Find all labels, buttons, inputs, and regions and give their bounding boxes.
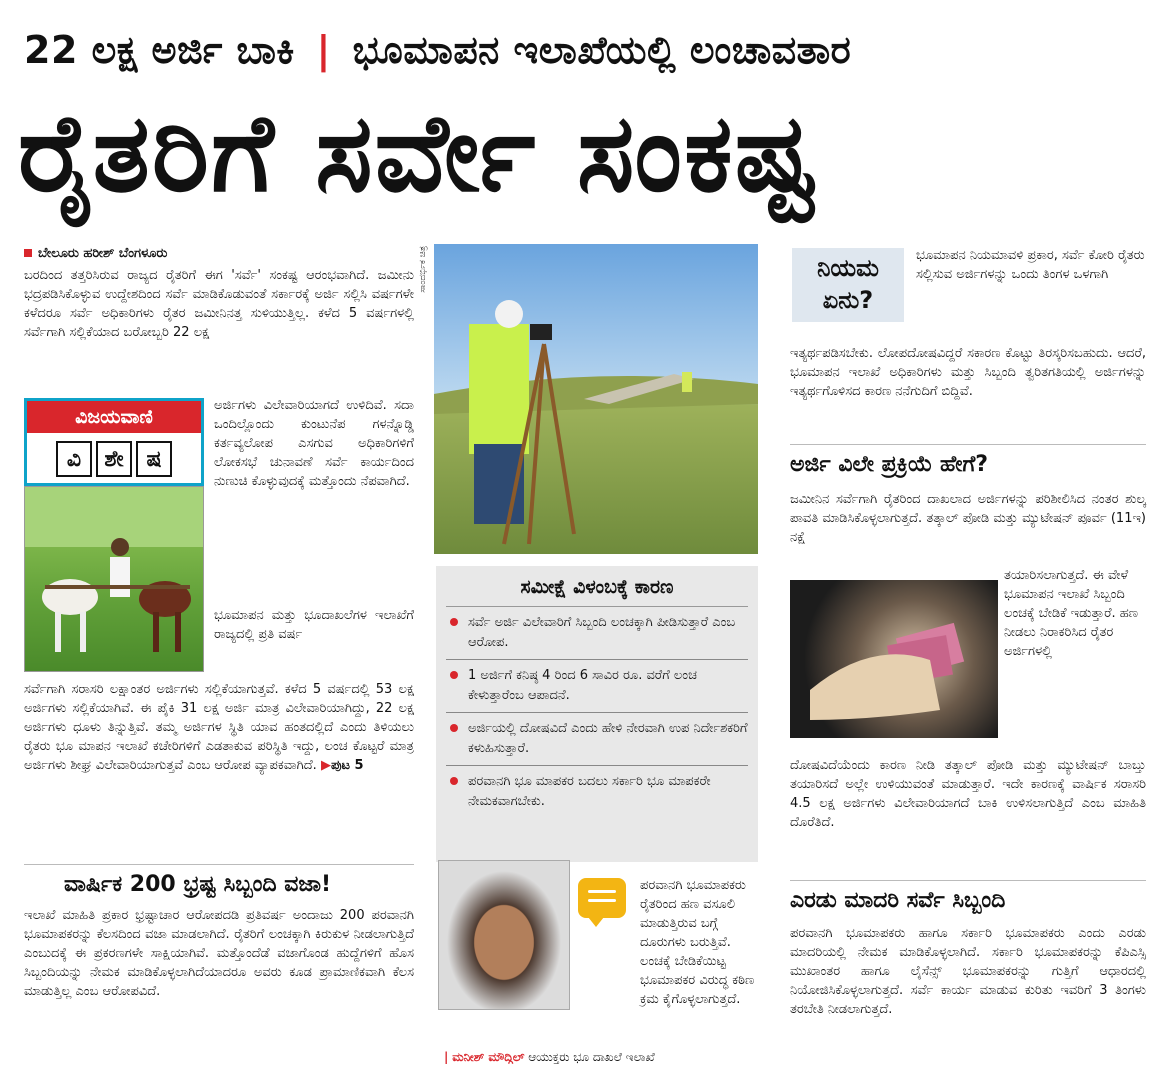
dot-bullet-icon — [450, 777, 458, 785]
brand-letter: ವಿ — [56, 441, 92, 477]
divider — [24, 864, 414, 865]
brand-letters — [27, 441, 201, 477]
dot-bullet-icon — [450, 618, 458, 626]
suspend-body: ಇಲಾಖೆ ಮಾಹಿತಿ ಪ್ರಕಾರ ಭ್ರಷ್ಟಾಚಾರ ಆರೋಪದಡಿ ಪ್ರತಿವರ್ಷ ಅಂದಾಜು 200 ಪರವಾನಗಿ ಭೂಮಾಪಕರನ್ನು ಕೆಲಸದಿಂದ ವಜಾ ಮಾಡಲಾಗಿದೆ. ರೈತರಿಗೆ ಲಂಚಕ್ಕಾಗಿ ಕಿರುಕುಳ ನೀಡಲಾಗುತ್ತಿದೆ ಎಂಬುದಕ್ಕೆ ಈ ಪ್ರಕರಣಗಳೇ ಸಾಕ್ಷಿಯಾಗಿವೆ. ಮತ್ತೊಂದೆಡೆ ವಜಾಗೊಂಡ ಹುದ್ದೆಗಳಿಗೆ ಹೊಸ ಸಿಬ್ಬಂದಿಯನ್ನು ನೇಮಕ ಮಾಡಿಕೊಳ್ಳಲಾಗಿದೆಯಾದರೂ ಅವರು ಕೂಡ ಪ್ರಾಮಾಣಿಕವಾಗಿ ಕೆಲಸ ಮಾಡುತ್ತಿಲ್ಲ ಎಂಬ ಆರೋಪವಿದೆ. — [24, 908, 414, 999]
quote-bubble-icon — [578, 878, 626, 918]
list-item: ಸರ್ವೆ ಅರ್ಜಿ ವಿಲೇವಾರಿಗೆ ಸಿಬ್ಬಂದಿ ಲಂಚಕ್ಕಾಗಿ ಪೀಡಿಸುತ್ತಾರೆ ಎಂಬ ಆರೋಪ. — [446, 607, 748, 660]
kicker-separator: | — [316, 28, 331, 72]
brand-name: ವಿಜಯವಾಣಿ — [27, 401, 201, 433]
kicker-left: 22 ಲಕ್ಷ ಅರ್ಜಿ ಬಾಕಿ — [24, 28, 295, 72]
list-item: 1 ಅರ್ಜಿಗೆ ಕನಿಷ್ಠ 4 ರಿಂದ 6 ಸಾವಿರ ರೂ. ವರೆಗೆ ಲಂಚ ಕೇಳುತ್ತಾರೆಂಬ ಆಪಾದನೆ. — [446, 660, 748, 713]
suspend-heading: ವಾರ್ಷಿಕ 200 ಭ್ರಷ್ಟ ಸಿಬ್ಬಂದಿ ವಜಾ! — [64, 872, 331, 897]
square-bullet-icon — [24, 249, 32, 257]
headline: ರೈತರಿಗೆ ಸರ್ವೇ ಸಂಕಷ್ಟ — [18, 91, 818, 216]
survey-photo — [434, 244, 758, 554]
quote-name: ಮನೀಶ್ ಮೌದ್ಗಿಲ್ — [452, 1050, 525, 1064]
main-paragraph-1: ಬರದಿಂದ ತತ್ತರಿಸಿರುವ ರಾಜ್ಯದ ರೈತರಿಗೆ ಈಗ 'ಸರ್ವೆ' ಸಂಕಷ್ಟ ಆರಂಭವಾಗಿದೆ. ಜಮೀನು ಭದ್ರಪಡಿಸಿಕೊಳ್ಳುವ ಉದ್ದೇಶದಿಂದ ಸರ್ವೆ ಮಾಡಿಕೊಡುವಂತೆ ಸರ್ಕಾರಕ್ಕೆ ಅರ್ಜಿ ಸಲ್ಲಿಸಿ ವರ್ಷಗಳೇ ಕಳೆದರೂ ಸರ್ವೆ ಅಧಿಕಾರಿಗಳು ರೈತರ ಜಮೀನಿನತ್ತ ಸುಳಿಯುತ್ತಿಲ್ಲ. ಕಳೆದ 5 ವರ್ಷಗಳಲ್ಲಿ ಸರ್ವೆಗಾಗಿ ಸಲ್ಲಿಕೆಯಾದ ಬರೋಬ್ಬರಿ 22 ಲಕ್ಷ — [24, 268, 414, 340]
dot-bullet-icon — [450, 724, 458, 732]
brand-badge — [24, 398, 204, 486]
main-paragraph-3b: ಸರ್ವೆಗಾಗಿ ಸರಾಸರಿ ಲಕ್ಷಾಂತರ ಅರ್ಜಿಗಳು ಸಲ್ಲಿಕೆಯಾಗುತ್ತವೆ. ಕಳೆದ 5 ವರ್ಷದಲ್ಲಿ 53 ಲಕ್ಷ ಅರ್ಜಿಗಳು ಸಲ್ಲಿಕೆಯಾಗಿವೆ. ಈ ಪೈಕಿ 31 ಲಕ್ಷ ಅರ್ಜಿ ಮಾತ್ರ ವಿಲೇವಾರಿಯಾಗಿದ್ದು, 22 ಲಕ್ಷ ಅರ್ಜಿಗಳು ಧೂಳು ತಿನ್ನುತ್ತಿವೆ. ತಮ್ಮ ಅರ್ಜಿಗಳ ಸ್ಥಿತಿ ಯಾವ ಹಂತದಲ್ಲಿದೆ ಎಂದು ತಿಳಿಯಲು ರೈತರು ಭೂ ಮಾಪನ ಇಲಾಖೆ ಕಚೇರಿಗಳಿಗೆ ಎಡತಾಕುವ ಪರಿಸ್ಥಿತಿ ಇದ್ದು, ಲಂಚ ಕೊಟ್ಟರೆ ಮಾತ್ರ ಅರ್ಜಿಗಳು ಶೀಘ್ರ ವಿಲೇವಾರಿಯಾಗುತ್ತವೆ ಎಂಬ ಆರೋಪ ವ್ಯಾಪಕವಾಗಿದೆ. ▶ಪುಟ 5 — [24, 682, 414, 773]
staff-heading: ಎರಡು ಮಾದರಿ ಸರ್ವೆ ಸಿಬ್ಬಂದಿ — [790, 888, 1006, 913]
staff-body: ಪರವಾನಗಿ ಭೂಮಾಪಕರು ಹಾಗೂ ಸರ್ಕಾರಿ ಭೂಮಾಪಕರು ಎಂದು ಎರಡು ಮಾದರಿಯಲ್ಲಿ ನೇಮಕ ಮಾಡಿಕೊಳ್ಳಲಾಗಿದೆ. ಸರ್ಕಾರಿ ಭೂಮಾಪಕರನ್ನು ಕೆಪಿಎಸ್ಸಿ ಮುಖಾಂತರ ಹಾಗೂ ಲೈಸೆನ್ಸ್ ಭೂಮಾಪಕರನ್ನು ಗುತ್ತಿಗೆ ಆಧಾರದಲ್ಲಿ ನಿಯೋಜಿಸಿಕೊಳ್ಳಲಾಗುತ್ತದೆ. ಸರ್ವೆ ಕಾರ್ಯ ಮಾಡುವ ಕುರಿತು ಇವರಿಗೆ 3 ತಿಂಗಳು ತರಬೇತಿ ನೀಡಲಾಗುತ್ತದೆ. — [790, 926, 1146, 1017]
photo-credit: ಸಾಂದರ್ಭಿಕ ಚಿತ್ರ — [418, 246, 428, 293]
quote-text: ಪರವಾನಗಿ ಭೂಮಾಪಕರು ರೈತರಿಂದ ಹಣ ವಸೂಲಿ ಮಾಡುತ್ತಿರುವ ಬಗ್ಗೆ ದೂರುಗಳು ಬರುತ್ತಿವೆ. ಲಂಚಕ್ಕೆ ಬೇಡಿಕೆಯಿಟ್ಟ ಭೂಮಾಪಕರ ವಿರುದ್ಧ ಕಠಿಣ ಕ್ರಮ ಕೈಗೊಳ್ಳಲಾಗುತ್ತದೆ. — [640, 878, 755, 1007]
list-item: ಅರ್ಜಿಯಲ್ಲಿ ದೋಷವಿದೆ ಎಂದು ಹೇಳಿ ನೇರವಾಗಿ ಉಪ ನಿರ್ದೇಶಕರಿಗೆ ಕಳುಹಿಸುತ್ತಾರೆ. — [446, 713, 748, 766]
process-body-a: ಜಮೀನಿನ ಸರ್ವೆಗಾಗಿ ರೈತರಿಂದ ದಾಖಲಾದ ಅರ್ಜಿಗಳನ್ನು ಪರಿಶೀಲಿಸಿದ ನಂತರ ಶುಲ್ಕ ಪಾವತಿ ಮಾಡಿಸಿಕೊಳ್ಳಲಾಗುತ್ತದೆ. ತತ್ಕಾಲ್ ಪೋಡಿ ಮತ್ತು ಮ್ಯುಟೇಷನ್ ಪೂರ್ವ (11ಇ) ನಕ್ಷೆ — [790, 492, 1146, 545]
list-item: ಪರವಾನಗಿ ಭೂ ಮಾಪಕರ ಬದಲು ಸರ್ಕಾರಿ ಭೂ ಮಾಪಕರೇ ನೇಮಕವಾಗಬೇಕು. — [446, 766, 748, 818]
process-body-b: ತಯಾರಿಸಲಾಗುತ್ತದೆ. ಈ ವೇಳೆ ಭೂಮಾಪನ ಇಲಾಖೆ ಸಿಬ್ಬಂದಿ ಲಂಚಕ್ಕೆ ಬೇಡಿಕೆ ಇಡುತ್ತಾರೆ. ಹಣ ನೀಡಲು ನಿರಾಕರಿಸಿದ ರೈತರ ಅರ್ಜಿಗಳಲ್ಲಿ — [1004, 568, 1138, 659]
kicker-right: ಭೂಮಾಪನ ಇಲಾಖೆಯಲ್ಲಿ ಲಂಚಾವತಾರ — [352, 28, 852, 72]
process-body-c: ದೋಷವಿದೆಯೆಂದು ಕಾರಣ ನೀಡಿ ತತ್ಕಾಲ್ ಪೋಡಿ ಮತ್ತು ಮ್ಯುಟೇಷನ್ ಬಾಬ್ತು ತಯಾರಿಸದೆ ಅಲ್ಲೇ ಉಳಿಯುವಂತೆ ಮಾಡುತ್ತಾರೆ. ಇದೇ ಕಾರಣಕ್ಕೆ ವಾರ್ಷಿಕ ಸರಾಸರಿ 4.5 ಲಕ್ಷ ಅರ್ಜಿಗಳು ವಿಲೇವಾರಿಯಾಗದೆ ಬಾಕಿ ಉಳಿಸಲಾಗುತ್ತಿದೆ ಎಂಬ ಮಾಹಿತಿ ದೊರೆತಿದೆ. — [790, 758, 1146, 830]
portrait-photo — [438, 860, 570, 1010]
rule-body-b: ಇತ್ಯರ್ಥಪಡಿಸಬೇಕು. ಲೋಪದೋಷವಿದ್ದರೆ ಸಕಾರಣ ಕೊಟ್ಟು ತಿರಸ್ಕರಿಸಬಹುದು. ಆದರೆ, ಭೂಮಾಪನ ಇಲಾಖೆ ಅಧಿಕಾರಿಗಳು ಮತ್ತು ಸಿಬ್ಬಂದಿ ತ್ವರಿತಗತಿಯಲ್ಲಿ ಅರ್ಜಿಗಳನ್ನು ಇತ್ಯರ್ಥಗೊಳಿಸದ ಕಾರಣ ನನೆಗುದಿಗೆ ಬಿದ್ದಿವೆ. — [790, 346, 1146, 399]
dot-bullet-icon — [450, 671, 458, 679]
byline: ಬೇಲೂರು ಹರೀಶ್ ಬೆಂಗಳೂರು — [24, 246, 167, 261]
brand-letter: ಶೇ — [96, 441, 132, 477]
process-heading: ಅರ್ಜಿ ವಿಲೇ ಪ್ರಕ್ರಿಯೆ ಹೇಗೆ? — [790, 452, 989, 477]
reasons-title: ಸಮೀಕ್ಷೆ ವಿಳಂಬಕ್ಕೆ ಕಾರಣ — [446, 566, 748, 607]
quote-designation: ಆಯುಕ್ತರು ಭೂ ದಾಖಲೆ ಇಲಾಖೆ — [528, 1050, 655, 1064]
main-paragraph-2: ಅರ್ಜಿಗಳು ವಿಲೇವಾರಿಯಾಗದೆ ಉಳಿದಿವೆ. ಸದಾ ಒಂದಿಲ್ಲೊಂದು ಕುಂಟುನೆಪ ಗಳನ್ನೊಡ್ಡಿ ಕರ್ತವ್ಯಲೋಪ ಎಸಗುವ ಅಧಿಕಾರಿಗಳಿಗೆ ಲೋಕಸಭೆ ಚುನಾವಣೆ ಸರ್ವೆ ಕಾರ್ಯದಿಂದ ನುಣುಚಿ ಕೊಳ್ಳುವುದಕ್ಕೆ ಮತ್ತೊಂದು ನೆಪವಾಗಿದೆ. — [214, 398, 414, 489]
rule-body-a: ಭೂಮಾಪನ ನಿಯಮಾವಳಿ ಪ್ರಕಾರ, ಸರ್ವೆ ಕೋರಿ ರೈತರು ಸಲ್ಲಿಸುವ ಅರ್ಜಿಗಳನ್ನು ಒಂದು ತಿಂಗಳ ಒಳಗಾಗಿ — [916, 248, 1145, 282]
divider — [790, 880, 1146, 881]
farm-photo — [24, 486, 204, 672]
kicker — [24, 28, 1154, 73]
quote-bar: | — [444, 1050, 449, 1064]
quote-attribution — [444, 1050, 655, 1065]
bribe-photo — [790, 580, 998, 738]
reasons-box — [436, 566, 758, 862]
rule-tag: ನಿಯಮ ಏನು? — [792, 248, 904, 322]
arrow-icon: ▶ — [320, 758, 331, 773]
page-jump[interactable]: ಪುಟ 5 — [330, 758, 364, 773]
brand-letter: ಷ — [136, 441, 172, 477]
divider — [790, 444, 1146, 445]
main-paragraph-3a: ಭೂಮಾಪನ ಮತ್ತು ಭೂದಾಖಲೆಗಳ ಇಲಾಖೆಗೆ ರಾಜ್ಯದಲ್ಲಿ ಪ್ರತಿ ವರ್ಷ — [214, 608, 414, 642]
